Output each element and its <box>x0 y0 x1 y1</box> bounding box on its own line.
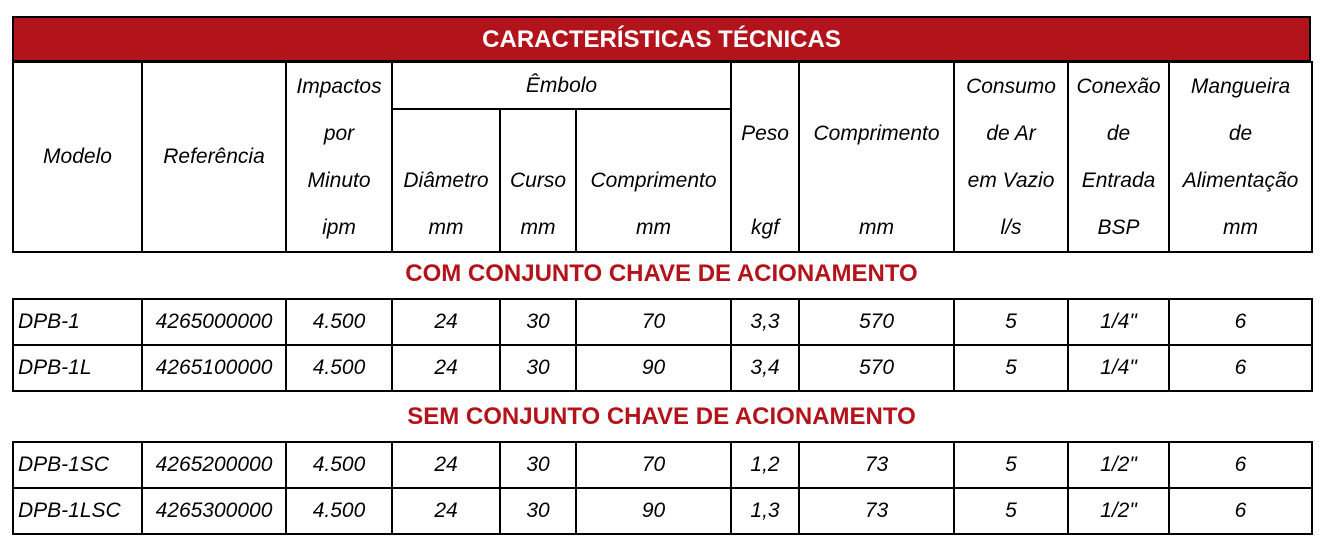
cell-impactos: 4.500 <box>286 488 392 534</box>
table-row <box>13 345 1312 391</box>
col-comprimento: Comprimento mm <box>799 62 954 252</box>
col-embolo: Êmbolo <box>392 62 731 109</box>
table-sem <box>12 441 1313 535</box>
col-conexao: Conexão de Entrada BSP <box>1068 62 1169 252</box>
col-consumo: Consumo de Ar em Vazio l/s <box>954 62 1068 252</box>
cell-comprimento-embolo: 70 <box>576 442 731 488</box>
cell-curso: 30 <box>500 345 576 391</box>
cell-mangueira: 6 <box>1169 442 1312 488</box>
cell-comprimento: 73 <box>799 488 954 534</box>
table-row <box>13 488 1312 534</box>
cell-comprimento: 73 <box>799 442 954 488</box>
cell-referencia: 4265000000 <box>142 299 286 345</box>
table-com <box>12 298 1313 392</box>
cell-referencia: 4265100000 <box>142 345 286 391</box>
cell-referencia: 4265300000 <box>142 488 286 534</box>
cell-peso: 1,2 <box>731 442 799 488</box>
cell-consumo: 5 <box>954 299 1068 345</box>
cell-peso: 3,4 <box>731 345 799 391</box>
col-peso: Peso kgf <box>731 62 799 252</box>
cell-impactos: 4.500 <box>286 345 392 391</box>
cell-comprimento-embolo: 70 <box>576 299 731 345</box>
cell-modelo: DPB-1LSC <box>13 488 142 534</box>
cell-peso: 1,3 <box>731 488 799 534</box>
cell-diametro: 24 <box>392 442 500 488</box>
cell-curso: 30 <box>500 488 576 534</box>
col-diametro: Diâmetro mm <box>392 109 500 252</box>
cell-conexao: 1/2" <box>1068 488 1169 534</box>
cell-modelo: DPB-1 <box>13 299 142 345</box>
cell-impactos: 4.500 <box>286 442 392 488</box>
cell-referencia: 4265200000 <box>142 442 286 488</box>
header-table <box>12 61 1313 253</box>
cell-comprimento: 570 <box>799 299 954 345</box>
col-curso: Curso mm <box>500 109 576 252</box>
cell-curso: 30 <box>500 442 576 488</box>
col-referencia: Referência <box>142 62 286 252</box>
cell-diametro: 24 <box>392 345 500 391</box>
cell-conexao: 1/4" <box>1068 345 1169 391</box>
cell-peso: 3,3 <box>731 299 799 345</box>
cell-mangueira: 6 <box>1169 345 1312 391</box>
cell-modelo: DPB-1SC <box>13 442 142 488</box>
table-title-bar <box>12 16 1311 62</box>
cell-comprimento-embolo: 90 <box>576 345 731 391</box>
cell-diametro: 24 <box>392 299 500 345</box>
col-comprimento-embolo: Comprimento mm <box>576 109 731 252</box>
cell-impactos: 4.500 <box>286 299 392 345</box>
cell-modelo: DPB-1L <box>13 345 142 391</box>
cell-diametro: 24 <box>392 488 500 534</box>
table-row <box>13 299 1312 345</box>
cell-curso: 30 <box>500 299 576 345</box>
cell-consumo: 5 <box>954 488 1068 534</box>
table-title: CARACTERÍSTICAS TÉCNICAS <box>482 26 841 53</box>
cell-consumo: 5 <box>954 345 1068 391</box>
cell-comprimento-embolo: 90 <box>576 488 731 534</box>
cell-conexao: 1/2" <box>1068 442 1169 488</box>
cell-mangueira: 6 <box>1169 299 1312 345</box>
col-impactos: Impactos por Minuto ipm <box>286 62 392 252</box>
col-modelo: Modelo <box>13 62 142 252</box>
cell-consumo: 5 <box>954 442 1068 488</box>
cell-comprimento: 570 <box>799 345 954 391</box>
cell-conexao: 1/4" <box>1068 299 1169 345</box>
section-label-com: COM CONJUNTO CHAVE DE ACIONAMENTO <box>405 260 918 287</box>
section-label-sem: SEM CONJUNTO CHAVE DE ACIONAMENTO <box>407 403 916 430</box>
table-row <box>13 442 1312 488</box>
col-mangueira: Mangueira de Alimentação mm <box>1169 62 1312 252</box>
cell-mangueira: 6 <box>1169 488 1312 534</box>
